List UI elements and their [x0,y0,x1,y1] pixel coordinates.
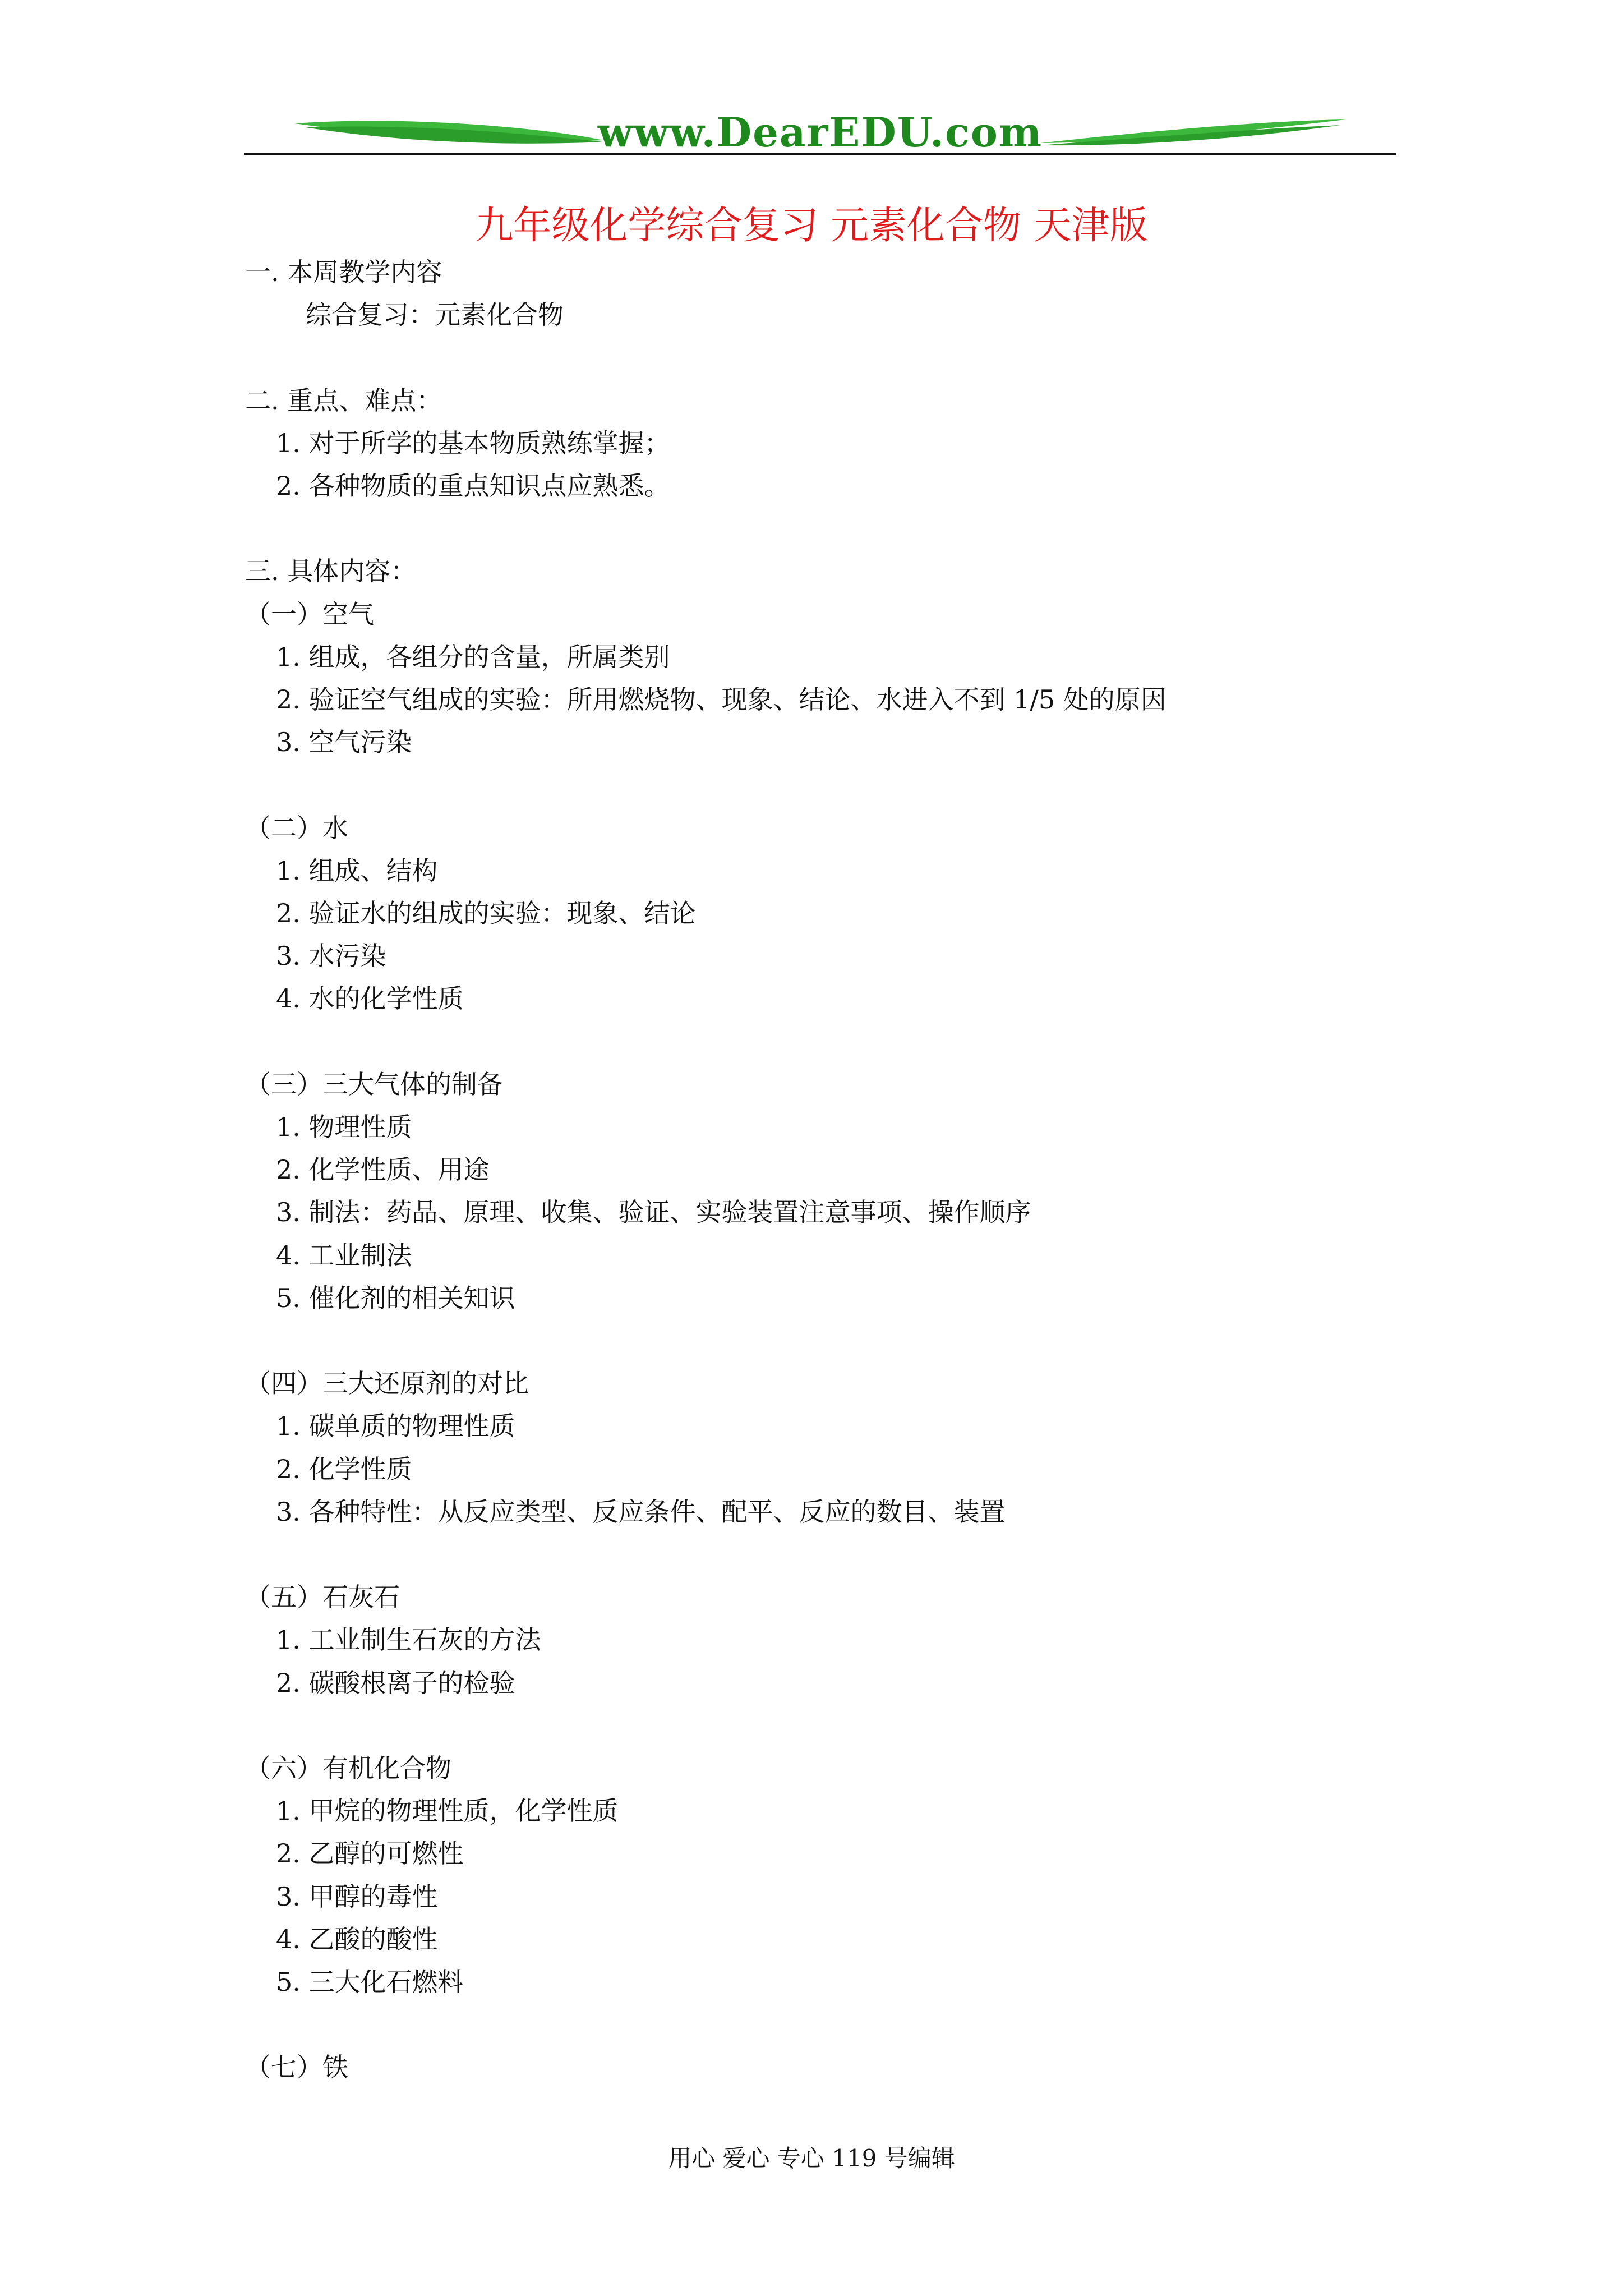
section-heading: 二. 重点、难点： [245,385,442,416]
list-item: 3. 各种特性：从反应类型、反应条件、配平、反应的数目、装置 [276,1496,1006,1527]
list-item: 1. 对于所学的基本物质熟练掌握； [276,427,670,458]
section-heading: （二）水 [245,812,348,843]
document-title: 九年级化学综合复习 元素化合物 天津版 [475,204,1148,248]
header-logo [244,98,1396,171]
list-item: 1. 碳单质的物理性质 [276,1411,515,1442]
list-item: 4. 水的化学性质 [276,983,464,1014]
list-item: 3. 水污染 [276,941,386,972]
list-item: 1. 甲烷的物理性质，化学性质 [276,1796,619,1826]
list-item: 2. 验证空气组成的实验：所用燃烧物、现象、结论、水进入不到 1/5 处的原因 [276,684,1166,715]
list-item: 2. 碳酸根离子的检验 [276,1667,515,1698]
list-item: 1. 工业制生石灰的方法 [276,1625,541,1655]
list-item: 1. 组成、结构 [276,855,438,886]
page-footer: 用心 爱心 专心 119 号编辑 [668,2145,955,2172]
list-item: 2. 验证水的组成的实验：现象、结论 [276,898,696,928]
list-item: 2. 化学性质、用途 [276,1154,490,1185]
section-heading: 三. 具体内容： [245,556,417,587]
list-item: 2. 乙醇的可燃性 [276,1838,464,1869]
list-item: 2. 化学性质 [276,1453,412,1484]
list-item: 3. 制法：药品、原理、收集、验证、实验装置注意事项、操作顺序 [276,1197,1031,1228]
list-item: 3. 甲醇的毒性 [276,1881,438,1912]
section-heading: 一. 本周教学内容 [245,257,442,287]
list-item: 5. 三大化石燃料 [276,1967,464,1997]
list-item: 5. 催化剂的相关知识 [276,1282,515,1313]
list-item: 3. 空气污染 [276,727,412,758]
section-heading: （四）三大还原剂的对比 [245,1368,529,1399]
list-item: 1. 组成，各组分的含量，所属类别 [276,641,670,672]
section-heading: （五）石灰石 [245,1582,400,1613]
section-heading: （一）空气 [245,599,374,629]
list-item: 2. 各种物质的重点知识点应熟悉。 [276,471,670,501]
section-heading: （七）铁 [245,2052,348,2083]
list-item: 1. 物理性质 [276,1112,412,1142]
header-divider [244,153,1396,155]
list-item: 4. 工业制法 [276,1240,412,1271]
list-item: 4. 乙酸的酸性 [276,1924,438,1954]
section-heading: （六）有机化合物 [245,1753,451,1783]
logo-text: www.DearEDU.com [597,108,1043,156]
list-item: 综合复习：元素化合物 [306,300,564,330]
section-heading: （三）三大气体的制备 [245,1069,503,1099]
